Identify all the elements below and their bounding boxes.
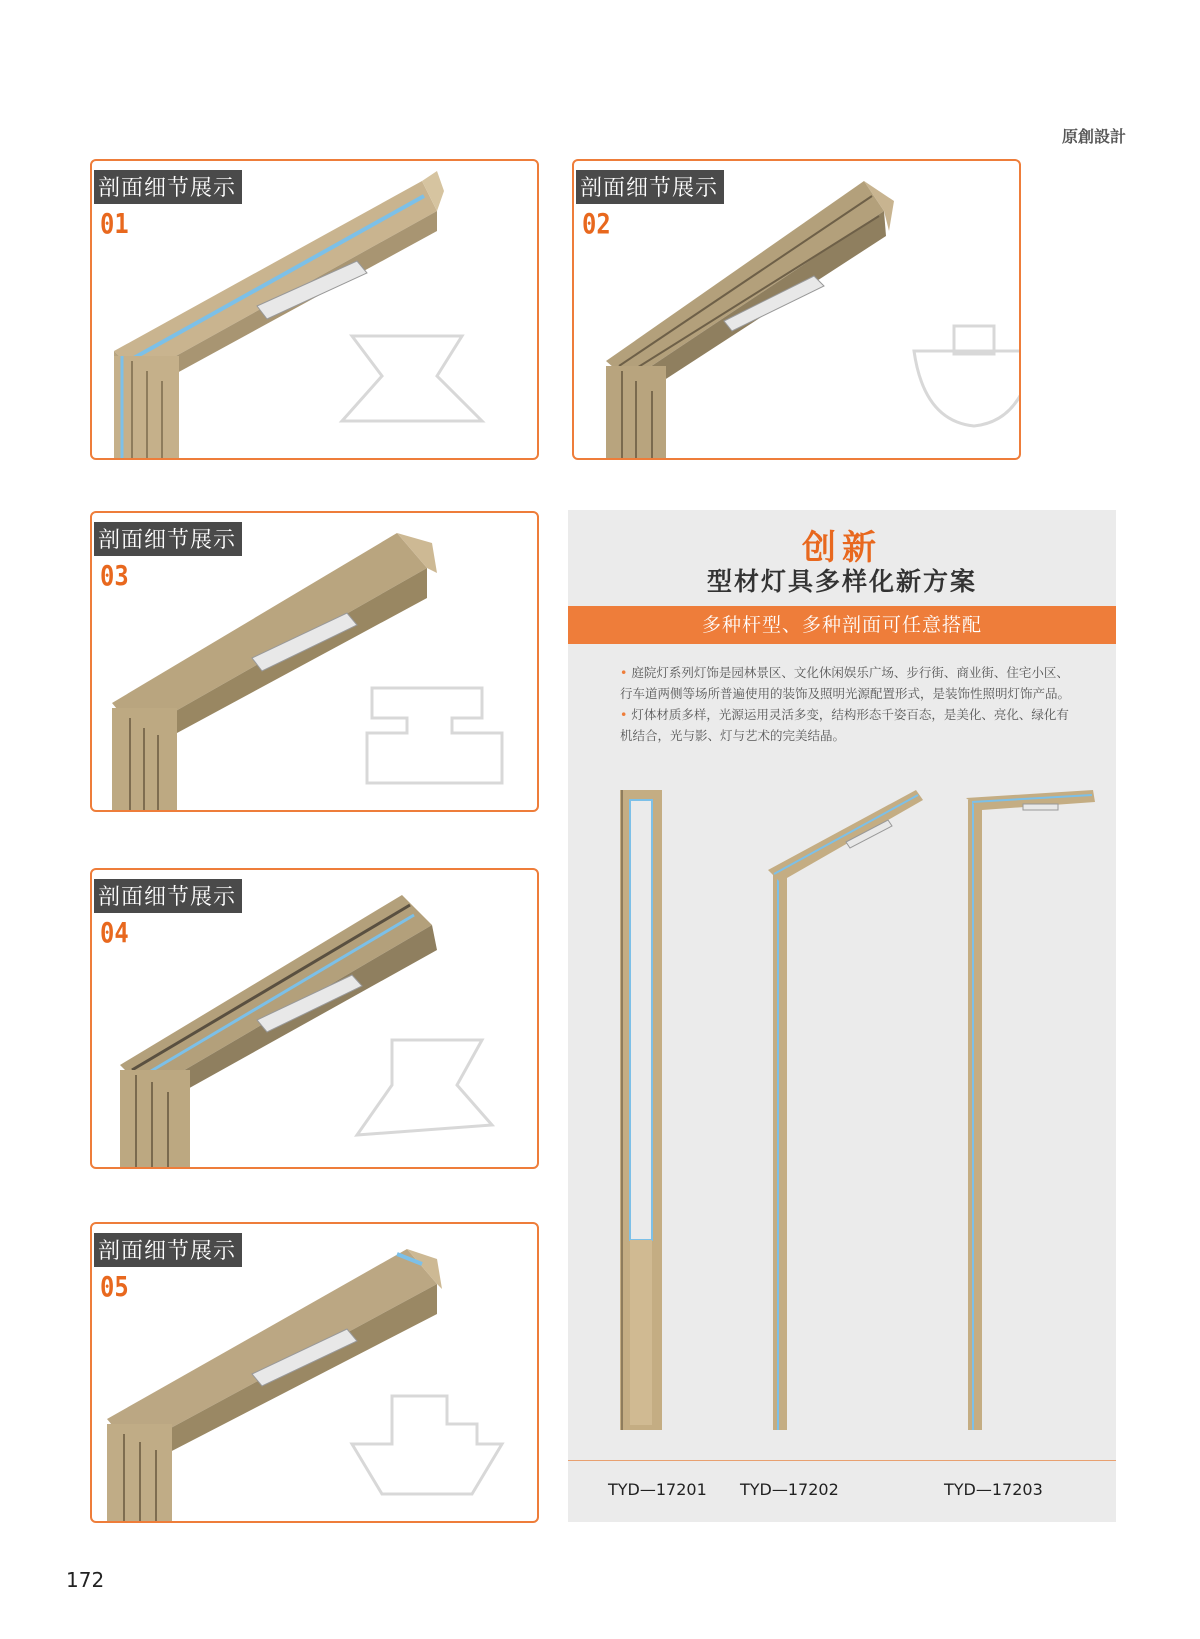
panel-tag: 剖面细节展示 (94, 522, 242, 556)
panel-tag: 剖面细节展示 (94, 879, 242, 913)
section-panel-04 (90, 868, 539, 1169)
header-label: 原創設計 (1061, 127, 1126, 146)
lamp-profile-image-03 (92, 513, 539, 812)
section-panel-01 (90, 159, 539, 460)
lamp-models-image (568, 790, 1116, 1462)
model-label-1: TYD—17201 (608, 1480, 707, 1499)
section-panel-02 (572, 159, 1021, 460)
panel-number: 05 (100, 1270, 129, 1303)
page-number: 172 (66, 1568, 105, 1592)
lamp-profile-image-02 (574, 161, 1021, 460)
desc-paragraph-1: 庭院灯系列灯饰是园林景区、文化休闲娱乐广场、步行街、商业街、住宅小区、行车道两侧等场所普遍使用的装饰及照明光源配置形式，是装饰性照明灯饰产品。 (620, 665, 1071, 701)
panel-number: 01 (100, 207, 129, 240)
panel-tag: 剖面细节展示 (94, 1233, 242, 1267)
baseline-divider (568, 1460, 1116, 1461)
model-label-3: TYD—17203 (944, 1480, 1043, 1499)
panel-number: 03 (100, 559, 129, 592)
promo-title: 创新 (802, 528, 882, 568)
panel-tag: 剖面细节展示 (94, 170, 242, 204)
lamp-profile-image-05 (92, 1224, 539, 1523)
lamp-profile-image-04 (92, 870, 539, 1169)
promo-banner: 多种杆型、多种剖面可任意搭配 (568, 606, 1116, 644)
panel-number: 02 (582, 207, 611, 240)
panel-number: 04 (100, 916, 129, 949)
promo-block (568, 510, 1116, 1522)
section-panel-03 (90, 511, 539, 812)
lamp-profile-image-01 (92, 161, 539, 460)
section-panel-05 (90, 1222, 539, 1523)
model-label-2: TYD—17202 (740, 1480, 839, 1499)
promo-description: • 庭院灯系列灯饰是园林景区、文化休闲娱乐广场、步行街、商业街、住宅小区、行车道两侧等场所普遍使用的装饰及照明光源配置形式，是装饰性照明灯饰产品。 • 灯体材质多样，光源运用灵活多变，结构形态千姿百态，是美化、亮化、绿化有机结合，光与影、灯与艺术的完美结晶。 (620, 665, 1071, 743)
desc-paragraph-2: 灯体材质多样，光源运用灵活多变，结构形态千姿百态，是美化、亮化、绿化有机结合，光与影、灯与艺术的完美结晶。 (620, 707, 1069, 743)
panel-tag: 剖面细节展示 (576, 170, 724, 204)
promo-subtitle: 型材灯具多样化新方案 (706, 567, 977, 596)
